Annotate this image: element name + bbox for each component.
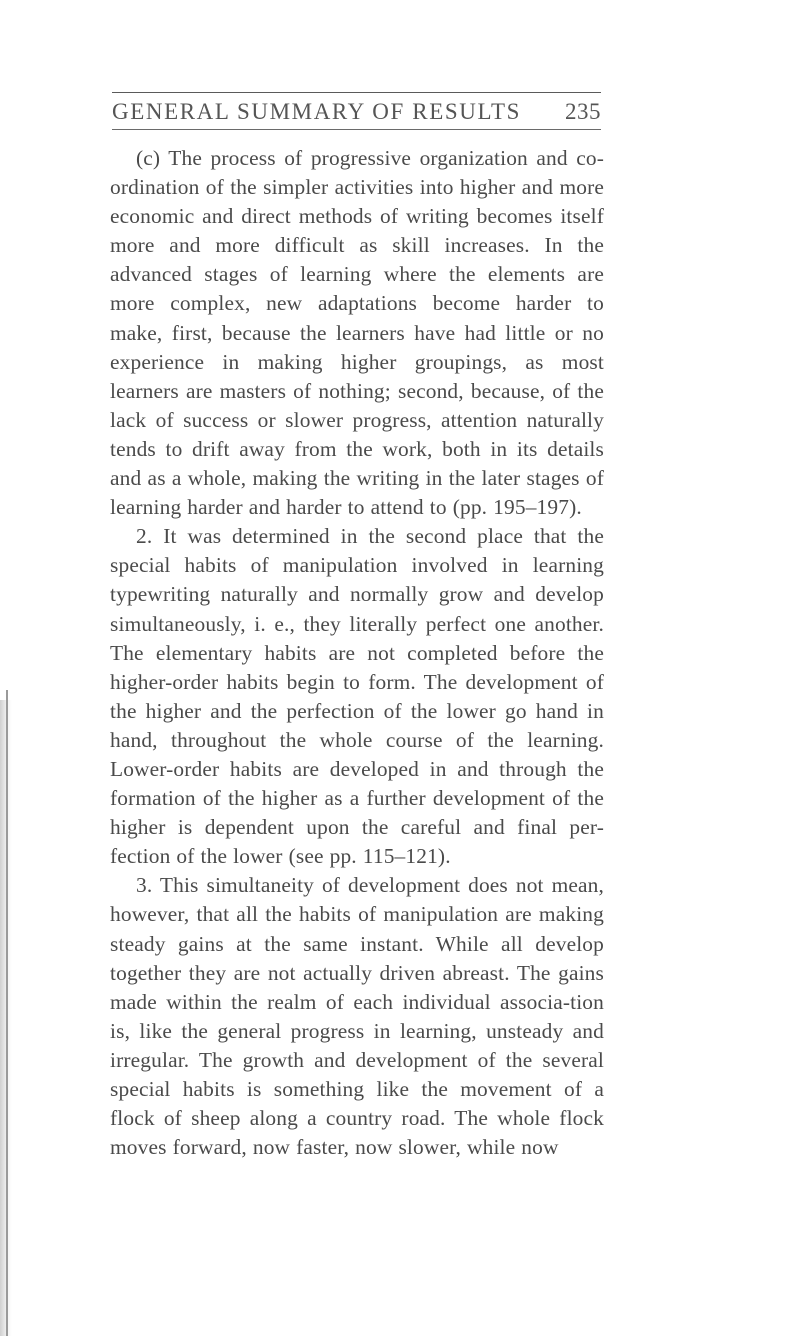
running-head [112, 99, 601, 125]
header-top-rule [112, 92, 601, 93]
header-bottom-rule [112, 129, 601, 130]
page-number: 235 [565, 99, 601, 124]
paragraph-3: 3. This simultaneity of development does not mean, however, that all the habits of manipulation are making steady gains at the same instant. While all develop together they are not actually driven abreast. The gains made within the realm of each individual associa-tion is, like the general progress in learning, unsteady and irregular. The growth and development of the several special habits is something like the movement of a flock of sheep along a country road. The whole flock moves forward, now faster, now slower, while now [110, 873, 604, 1160]
paragraph-c: (c) The process of progressive organization and co-ordination of the simpler activities into higher and more economic and direct methods of writing becomes itself more and more difficult as skill increases. In the advanced stages of learning where the elements are more complex, new adaptations become harder to make, first, because the learners have had little or no experience in making higher groupings, as most learners are masters of nothing; second, because, of the lack of success or slower progress, attention naturally tends to drift away from the work, both in its details and as a whole, making the writing in the later stages of learning harder and harder to attend to (pp. 195–197). [110, 146, 604, 520]
binding-gutter-line [6, 690, 8, 1336]
body-text [110, 144, 604, 1162]
running-head-title: GENERAL SUMMARY OF RESULTS [112, 99, 522, 124]
paragraph-2: 2. It was determined in the second place that the special habits of manipulation involved in learning typewriting naturally and normally grow and develop simultaneously, i. e., they literally perfect one another. The elementary habits are not completed before the higher-order habits begin to form. The development of the higher and the perfection of the lower go hand in hand, throughout the whole course of the learning. Lower-order habits are developed in and through the formation of the higher as a further development of the higher is dependent upon the careful and final per-fection of the lower (see pp. 115–121). [110, 524, 604, 869]
